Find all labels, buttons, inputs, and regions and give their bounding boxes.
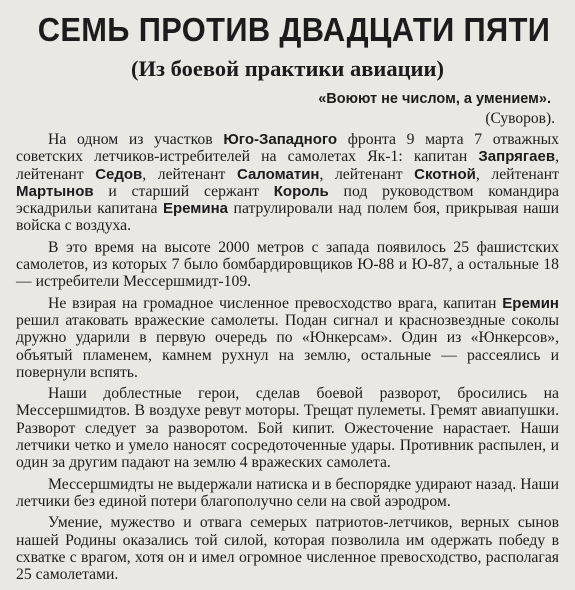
paragraph-2: В это время на высоте 2000 метров с запада появилось 25 фашистских самолетов, из которых 7 было бомбардировщиков Ю-88 и Ю-87, а остальные 18 — истребители Мессершмидт-109. [16,238,559,291]
paragraph-1: На одном из участков Юго-Западного фронта 9 марта 7 отважных советских летчиков-истребителей на самолетах Як-1: капитан Запрягаев, лейтенант Седов, лейтенант Саломатин, лейтенант Скотной, лейтенант Мартынов и старший сержант Король под руководством командира эскадрильи капитана Еремина патрулировали над полем боя, прикрывая наши войска с воздуха. [16,131,559,235]
paragraph-5: Мессершмидты не выдержали натиска и в беспорядке удирают назад. Наши летчики без единой потери благополучно сели на свой аэродром. [16,475,559,510]
person-or-place-name: Юго-Западного [223,131,338,148]
paragraph-3: Не взирая на громадное численное превосходство врага, капитан Еремин решил атаковать вражеские самолеты. Подан сигнал и краснозвездные соколы дружно ударили в первую очередь по «Юнкерсам». Один из «Юнкерсов», объятый пламенем, камнем рухнул на землю, остальные — рассеялись и повернули вспять. [16,294,559,381]
article-headline: СЕМЬ ПРОТИВ ДВАДЦАТИ ПЯТИ [37,12,551,49]
person-or-place-name: Мартынов [16,182,94,200]
paragraph-6: Умение, мужество и отвага семерых патриотов-летчиков, верных сынов нашей Родины оказались той силой, которая позволила им одержать победу в схватке с врагом, хотя он и имел огромное численное превосходство, располагая 25 самолетами. [16,514,559,584]
person-or-place-name: Запрягаев [478,148,556,166]
person-or-place-name: Седов [95,165,143,183]
person-or-place-name: Король [273,182,329,200]
article-body [16,131,559,583]
article-subheadline: (Из боевой практики авиации) [131,56,444,81]
epigraph-quote: «Воюют не числом, а умением». [318,91,551,107]
person-or-place-name: Еремин [502,294,559,312]
person-or-place-name: Скотной [414,165,476,183]
paragraph-4: Наши доблестные герои, сделав боевой разворот, бросились на Мессершмидтов. В воздухе ревут моторы. Трещат пулеметы. Гремят авиапушки. Разворот следует за разворотом. Бой кипит. Ожесточение нарастает. Наши летчики четко и умело наносят сосредоточенные удары. Противник распылен, и один за другим падают на землю 4 вражеских самолета. [16,385,559,472]
epigraph [16,90,555,128]
epigraph-author: (Суворов). [485,110,555,127]
person-or-place-name: Еремина [162,200,229,218]
person-or-place-name: Саломатин [236,165,320,183]
